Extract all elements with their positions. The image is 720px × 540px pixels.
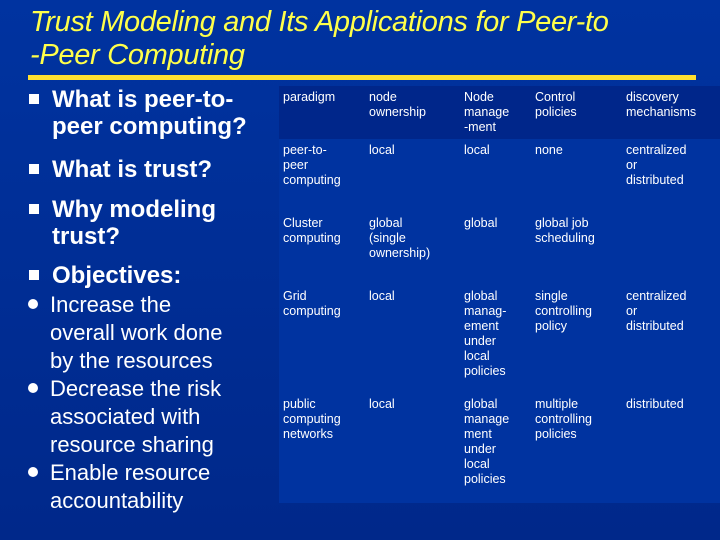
- bullet-item: [28, 262, 273, 289]
- table-cell: global (single ownership): [365, 212, 460, 285]
- objective-item: [28, 459, 273, 515]
- slide-title-line-1: Trust Modeling and Its Applications for Peer-to: [30, 6, 609, 38]
- table-header-cell: discovery mechanisms: [622, 86, 720, 139]
- objective-text: Decrease the risk: [50, 376, 222, 401]
- bullet-text: peer computing?: [52, 113, 247, 140]
- table-cell: centralized or distributed: [622, 139, 720, 212]
- slide-title-line-2: -Peer Computing: [30, 39, 245, 71]
- table-cell: peer-to- peer computing: [279, 139, 365, 212]
- table-cell: global manage ment under local policies: [460, 393, 531, 503]
- objective-text: accountability: [50, 488, 184, 513]
- table-cell: local: [365, 285, 460, 393]
- table-cell: global job scheduling: [531, 212, 622, 285]
- objective-text: Increase the: [50, 292, 172, 317]
- bullet-item: [28, 86, 273, 140]
- square-bullet-icon: [29, 94, 39, 104]
- bullet-item: [28, 196, 273, 250]
- square-bullet-icon: [29, 204, 39, 214]
- table-cell: single controlling policy: [531, 285, 622, 393]
- objective-text: by the resources: [50, 348, 213, 373]
- square-bullet-icon: [29, 270, 39, 280]
- round-bullet-icon: [28, 467, 38, 477]
- table-cell: centralized or distributed: [622, 285, 720, 393]
- table-cell: multiple controlling policies: [531, 393, 622, 503]
- table-row: [279, 139, 720, 212]
- table-cell: Cluster computing: [279, 212, 365, 285]
- objective-text: associated with: [50, 404, 201, 429]
- table-cell: local: [460, 139, 531, 212]
- bullet-item: [28, 156, 273, 183]
- table-row: [279, 285, 720, 393]
- bullet-text: Why modeling: [52, 196, 216, 223]
- table-row: [279, 393, 720, 503]
- slide-title: [30, 6, 710, 72]
- table-header-cell: node ownership: [365, 86, 460, 139]
- round-bullet-icon: [28, 383, 38, 393]
- objective-item: [28, 375, 273, 459]
- table-cell: global manag- ement under local policies: [460, 285, 531, 393]
- table-cell: Grid computing: [279, 285, 365, 393]
- table-header-cell: paradigm: [279, 86, 365, 139]
- objective-item: [28, 291, 273, 375]
- paradigm-comparison-table: [279, 86, 720, 503]
- square-bullet-icon: [29, 164, 39, 174]
- table-header-row: [279, 86, 720, 139]
- table-row: [279, 212, 720, 285]
- bullet-text: trust?: [52, 223, 120, 250]
- table-header-cell: Node manage -ment: [460, 86, 531, 139]
- objective-text: overall work done: [50, 320, 223, 345]
- objectives-list: [28, 291, 273, 515]
- bullet-text: What is peer-to-: [52, 86, 234, 113]
- objective-text: Enable resource: [50, 460, 211, 485]
- table-cell: distributed: [622, 393, 720, 503]
- round-bullet-icon: [28, 299, 38, 309]
- bullet-list: [28, 86, 273, 515]
- objective-text: resource sharing: [50, 432, 214, 457]
- table-cell: public computing networks: [279, 393, 365, 503]
- table-cell: global: [460, 212, 531, 285]
- table-cell: local: [365, 393, 460, 503]
- table-header-cell: Control policies: [531, 86, 622, 139]
- table-cell: local: [365, 139, 460, 212]
- table-cell: none: [531, 139, 622, 212]
- bullet-text: What is trust?: [52, 156, 212, 183]
- table-cell: [622, 212, 720, 285]
- bullet-text: Objectives:: [52, 262, 182, 289]
- title-underline: [28, 75, 696, 80]
